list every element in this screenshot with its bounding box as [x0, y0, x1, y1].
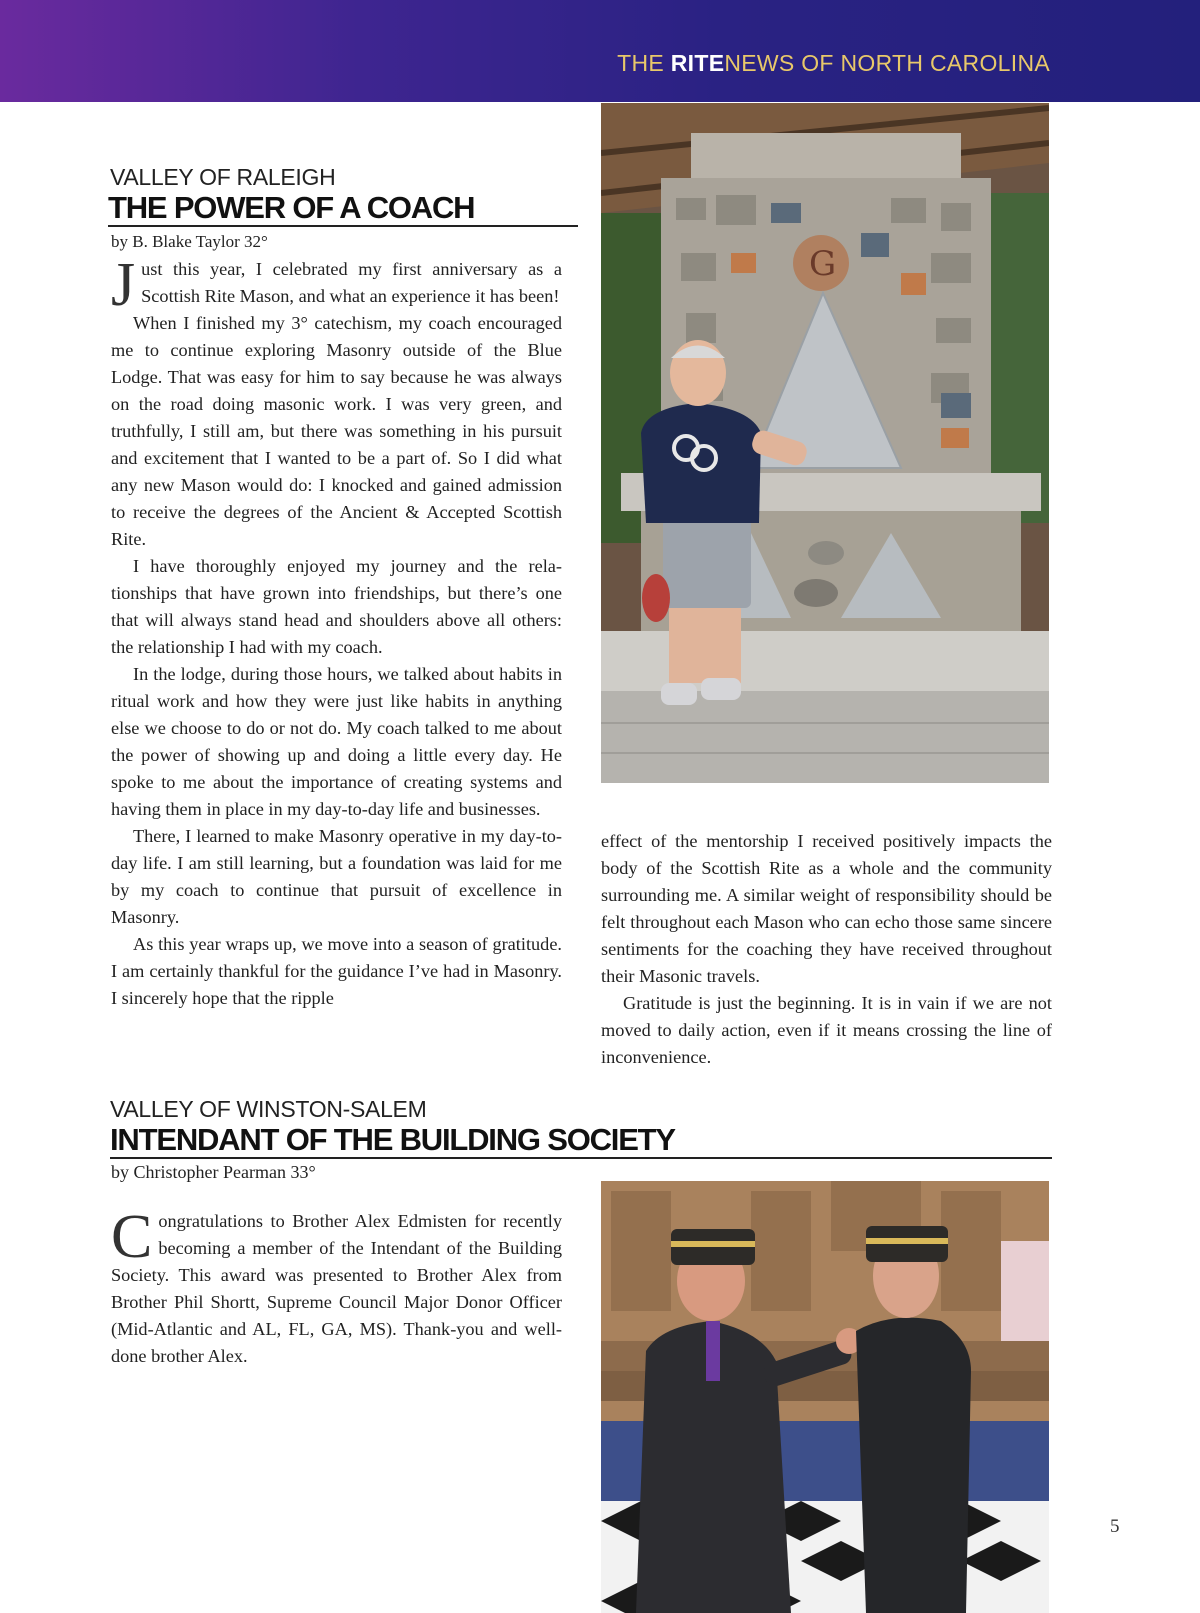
article2-paragraph-1-text: ongratulations to Brother Alex Edmisten for recently becoming a member of the Intendant of the Building Society. This award was presented to Brother Alex from Brother Phil Shortt, Supreme Council Major Donor Officer (Mid-Atlantic and AL, FL, GA, MS). Thank-you and well-done brother Alex.	[111, 1211, 562, 1366]
article1-paragraph-2: When I finished my 3° catechism, my coach encouraged me to continue exploring Masonry outside of the Blue Lodge. That was easy for him to say because he was always on the road doing masonic work. I was very green, and truthfully, I still am, but there was something in his pursuit and excitement that I wanted to be a part of. So I did what any new Mason would do: I knocked and gained admission to receive the degrees of the Ancient & Accepted Scottish Rite.	[111, 313, 562, 549]
article1-dropcap: J	[111, 251, 136, 319]
monument-photo-illustration	[601, 103, 1049, 783]
article2-byline: by Christopher Pearman 33°	[111, 1162, 316, 1182]
ceremony-photo-illustration	[601, 1181, 1049, 1613]
article1-kicker: VALLEY OF RALEIGH	[110, 164, 336, 190]
article1-title-rule	[108, 225, 578, 227]
article1-byline: by B. Blake Taylor 32°	[111, 232, 268, 251]
article1-paragraph-4: In the lodge, during those hours, we talked about habits in ritual work and how they were just like habits in anything else we choose to do or not do. My coach talked to me about the power of showing up and doing a little every day. He spoke to me about the importance of creating systems and having them in place in my day-to-day life and businesses.	[111, 664, 562, 819]
article1-paragraph-7: effect of the mentorship I received positively impacts the body of the Scottish Rite as a whole and the community surrounding me. A similar weight of responsibility should be felt throughout each Mason who can echo those same sincere sentiments for the coaching they have received throughout their Masonic travels.	[601, 831, 1052, 986]
ceremony-photo	[601, 1181, 1049, 1613]
article1-left-column	[111, 251, 562, 1012]
publication-title: THE RITENEWS OF NORTH CAROLINA	[617, 50, 1050, 76]
article1-right-column	[601, 828, 1052, 1071]
article2-dropcap: C	[111, 1203, 153, 1271]
page-number: 5	[1110, 1516, 1120, 1537]
article1-paragraph-3: I have thoroughly enjoyed my journey and the relationships that have grown into friendships, but there’s one that will always stand head and shoulders above all others: the relationship I had with my coach.	[111, 556, 562, 657]
article2-column	[111, 1203, 562, 1370]
monument-photo	[601, 103, 1049, 783]
article1-paragraph-6: As this year wraps up, we move into a season of gratitude. I am certainly thankful for the guidance I’ve had in Masonry. I sincerely hope that the ripple	[111, 934, 562, 1008]
article1-title: THE POWER OF A COACH	[108, 190, 475, 225]
article2-title: INTENDANT OF THE BUILDING SOCIETY	[110, 1122, 675, 1157]
article1-paragraph-8: Gratitude is just the beginning. It is in vain if we are not moved to daily action, even if it means crossing the line of inconvenience.	[601, 993, 1052, 1067]
article2-paragraph-1	[111, 1203, 562, 1370]
svg-text:G: G	[809, 244, 837, 284]
article2-title-rule	[110, 1157, 1052, 1159]
masthead-banner	[0, 0, 1200, 102]
article1-paragraph-5: There, I learned to make Masonry operative in my day-to-day life. I am still learning, but a foundation was laid for me by my coach to continue that pursuit of excellence in Masonry.	[111, 826, 562, 927]
article1-paragraph-1	[111, 251, 562, 319]
article1-paragraph-1-text: ust this year, I celebrated my first anniversary as a Scottish Rite Mason, and what an experience it has been!	[141, 259, 562, 306]
article2-kicker: VALLEY OF WINSTON-SALEM	[110, 1096, 427, 1122]
